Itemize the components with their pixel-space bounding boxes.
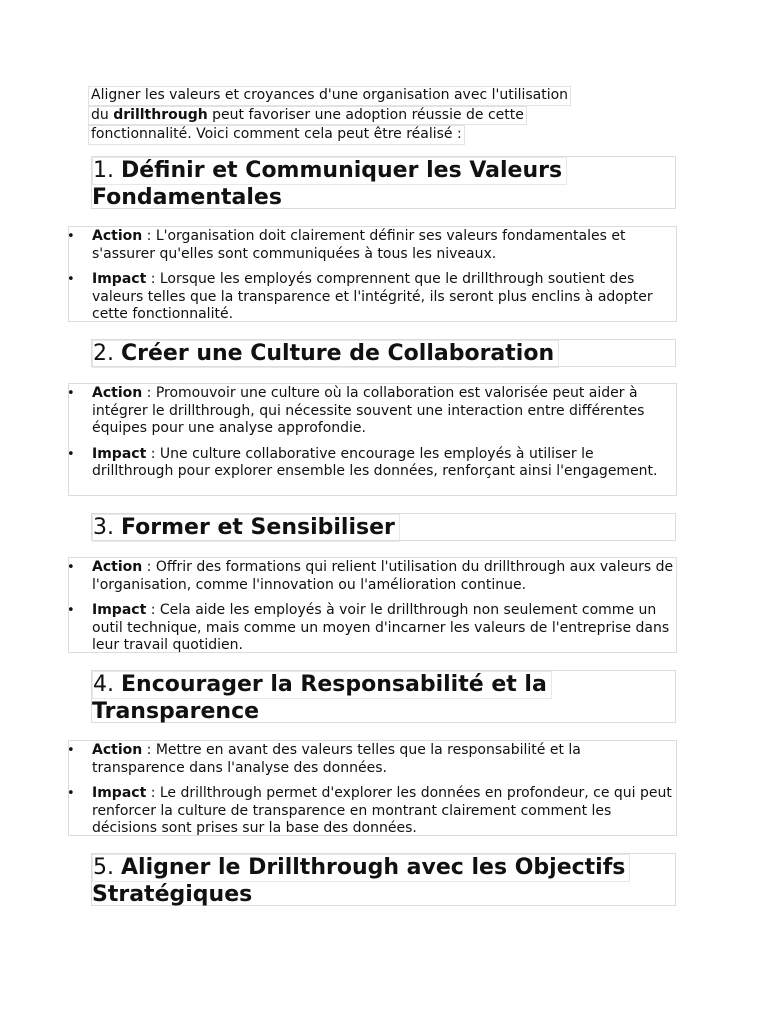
section-title: Former et Sensibiliser bbox=[121, 515, 395, 540]
intro-text: peut favoriser une adoption réussie de cette bbox=[207, 106, 524, 123]
section-heading-3 bbox=[91, 513, 676, 541]
impact-text: : Cela aide les employés à voir le drillthrough non seulement comme un outil technique, mais comme un moyen d'incarner les valeurs de l'entreprise dans leur travail quotidien. bbox=[92, 602, 670, 653]
section-number: 4. bbox=[93, 672, 114, 697]
action-text: : Mettre en avant des valeurs telles que la responsabilité et la transparence dans l'analyse des données. bbox=[92, 742, 581, 776]
section-list-2 bbox=[68, 383, 677, 496]
intro-text: du bbox=[91, 106, 114, 123]
section-title: Créer une Culture de Collaboration bbox=[121, 341, 555, 366]
intro-keyword: drillthrough bbox=[113, 106, 208, 123]
list-item-action bbox=[69, 385, 676, 438]
impact-label: Impact bbox=[92, 602, 147, 618]
action-text: : L'organisation doit clairement définir ses valeurs fondamentales et s'assurer qu'elles sont communiquées à tous les niveaux. bbox=[92, 228, 626, 262]
intro-line-1: Aligner les valeurs et croyances d'une organisation avec l'utilisation bbox=[88, 86, 571, 106]
section-title-cont: Transparence bbox=[92, 699, 260, 724]
action-text: : Offrir des formations qui relient l'utilisation du drillthrough aux valeurs de l'organisation, comme l'innovation ou l'amélioration continue. bbox=[92, 559, 674, 593]
list-item-action bbox=[69, 742, 676, 777]
section-title: Définir et Communiquer les Valeurs bbox=[121, 158, 563, 183]
action-label: Action bbox=[92, 742, 143, 758]
section-title: Aligner le Drillthrough avec les Objectifs bbox=[121, 855, 626, 880]
list-item-impact bbox=[69, 785, 676, 838]
impact-label: Impact bbox=[92, 271, 147, 287]
section-heading-4 bbox=[91, 670, 676, 723]
list-item-action bbox=[69, 228, 676, 263]
section-title-cont: Stratégiques bbox=[92, 882, 253, 907]
list-item-action bbox=[69, 559, 676, 594]
list-item-impact bbox=[69, 446, 676, 481]
section-number: 2. bbox=[93, 341, 114, 366]
impact-text: : Une culture collaborative encourage les employés à utiliser le drillthrough pour explorer ensemble les données, renforçant ainsi l'engagement. bbox=[92, 445, 658, 479]
action-text: : Promouvoir une culture où la collaboration est valorisée peut aider à intégrer le drillthrough, qui nécessite souvent une interaction entre différentes équipes pour une analyse approfondie. bbox=[92, 385, 645, 436]
impact-text: : Lorsque les employés comprennent que le drillthrough soutient des valeurs telles que la transparence et l'intégrité, ils seront plus enclins à adopter cette fonctionnalité. bbox=[92, 271, 653, 322]
impact-label: Impact bbox=[92, 785, 147, 801]
section-list-3 bbox=[68, 557, 677, 653]
action-label: Action bbox=[92, 385, 143, 401]
section-number: 3. bbox=[93, 515, 114, 540]
impact-label: Impact bbox=[92, 445, 147, 462]
action-label: Action bbox=[92, 559, 143, 575]
intro-line-2 bbox=[88, 106, 527, 126]
section-heading-1 bbox=[91, 156, 676, 209]
section-list-4 bbox=[68, 740, 677, 836]
section-heading-5 bbox=[91, 853, 676, 906]
section-list-1 bbox=[68, 226, 677, 322]
section-title-cont: Fondamentales bbox=[92, 185, 282, 210]
list-item-impact bbox=[69, 602, 676, 655]
intro-line-3: fonctionnalité. Voici comment cela peut être réalisé : bbox=[88, 125, 465, 145]
section-heading-2 bbox=[91, 339, 676, 367]
section-number: 1. bbox=[93, 158, 114, 183]
section-number: 5. bbox=[93, 855, 114, 880]
action-label: Action bbox=[92, 228, 143, 244]
list-item-impact bbox=[69, 271, 676, 324]
impact-text: : Le drillthrough permet d'explorer les données en profondeur, ce qui peut renforcer la culture de transparence en montrant clairement comment les décisions sont prises sur la base des données. bbox=[92, 785, 672, 836]
section-title: Encourager la Responsabilité et la bbox=[121, 672, 547, 697]
intro-paragraph bbox=[91, 86, 631, 145]
